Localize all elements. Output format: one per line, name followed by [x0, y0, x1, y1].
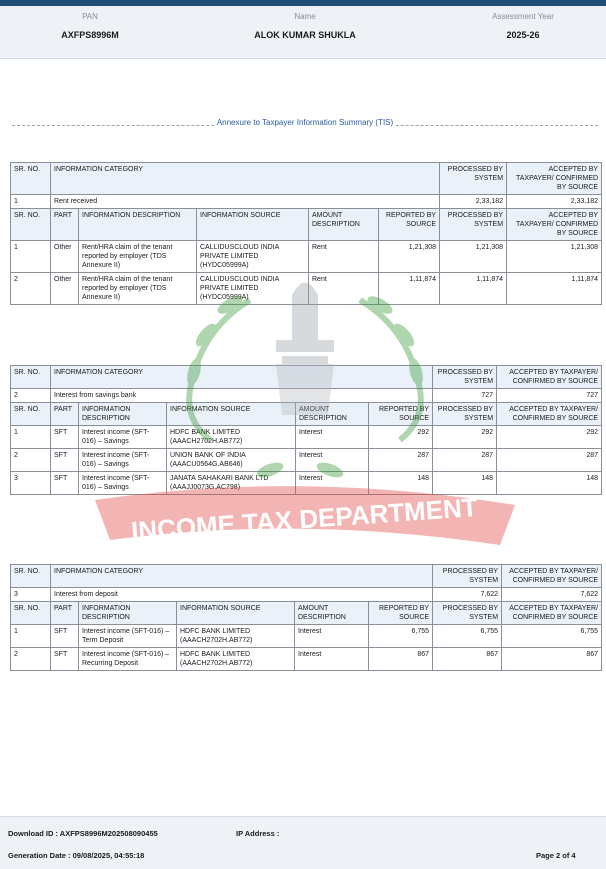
category-sr: 1 [11, 195, 51, 209]
row-sr: 2 [11, 273, 51, 305]
row-accepted: 1,11,874 [507, 273, 602, 305]
row-desc: Rent/HRA claim of the tenant reported by employer (TDS Annexure II) [79, 273, 197, 305]
row-processed: 287 [433, 449, 497, 472]
row-reported: 292 [369, 426, 433, 449]
row-amount-desc: Rent [309, 241, 379, 273]
category-sr: 3 [11, 588, 51, 602]
ay-block [478, 12, 568, 40]
row-part: Other [51, 241, 79, 273]
row-accepted: 6,755 [502, 625, 602, 648]
row-desc: Interest income (SFT-016) – Recurring Deposit [79, 648, 177, 671]
processed-head: PROCESSED BY SYSTEM [433, 366, 497, 389]
row-source: CALLIDUSCLOUD INDIA PRIVATE LIMITED (HYDC05999A) [197, 273, 309, 305]
row-amount-desc: Rent [309, 273, 379, 305]
sr-head: SR. NO. [11, 602, 51, 625]
row-part: SFT [51, 648, 79, 671]
page-header [0, 6, 606, 59]
category-head: INFORMATION CATEGORY [51, 565, 433, 588]
row-desc: Rent/HRA claim of the tenant reported by employer (TDS Annexure II) [79, 241, 197, 273]
pan-block [45, 12, 135, 40]
part-head: PART [51, 602, 79, 625]
annexure-title-wrap [12, 118, 598, 127]
detail-header-row [11, 602, 602, 625]
row-part: SFT [51, 426, 79, 449]
row-accepted: 287 [497, 449, 602, 472]
row-accepted: 1,21,308 [507, 241, 602, 273]
part-head: PART [51, 209, 79, 241]
generation-date: Generation Date : 09/08/2025, 04:55:18 [8, 851, 145, 860]
row-processed: 867 [433, 648, 502, 671]
reported-head: REPORTED BY SOURCE [369, 403, 433, 426]
row-reported: 148 [369, 472, 433, 495]
accepted-head: ACCEPTED BY TAXPAYER/ CONFIRMED BY SOURCE [497, 403, 602, 426]
pan-label: PAN [82, 12, 98, 21]
row-source: HDFC BANK LIMITED (AAACH2702H.AB772) [177, 625, 295, 648]
category-header-row [11, 366, 602, 389]
accepted-head: ACCEPTED BY TAXPAYER/ CONFIRMED BY SOURCE [507, 163, 602, 195]
table-row [11, 472, 602, 495]
processed-head: PROCESSED BY SYSTEM [440, 163, 507, 195]
row-desc: Interest income (SFT-016) – Savings [79, 449, 167, 472]
reported-head: REPORTED BY SOURCE [379, 209, 440, 241]
row-sr: 3 [11, 472, 51, 495]
name-block [240, 12, 370, 40]
row-desc: Interest income (SFT-016) – Savings [79, 426, 167, 449]
row-reported: 867 [369, 648, 433, 671]
row-sr: 1 [11, 625, 51, 648]
processed-head: PROCESSED BY SYSTEM [440, 209, 507, 241]
row-source: UNION BANK OF INDIA (AAACU0564G.AB646) [167, 449, 296, 472]
row-reported: 287 [369, 449, 433, 472]
category-header-row [11, 565, 602, 588]
row-processed: 1,11,874 [440, 273, 507, 305]
category-row [11, 389, 602, 403]
pan-value: AXFPS8996M [61, 30, 119, 40]
amount-head: AMOUNT DESCRIPTION [296, 403, 369, 426]
name-value: ALOK KUMAR SHUKLA [254, 30, 356, 40]
row-amount-desc: Interest [296, 449, 369, 472]
tis-table-deposit [10, 564, 602, 671]
processed-head: PROCESSED BY SYSTEM [433, 602, 502, 625]
category-header-row [11, 163, 602, 195]
row-processed: 1,21,308 [440, 241, 507, 273]
row-sr: 2 [11, 449, 51, 472]
desc-head: INFORMATION DESCRIPTION [79, 403, 167, 426]
category-name: Interest from savings bank [51, 389, 433, 403]
page-number: Page 2 of 4 [536, 851, 576, 860]
ip-address: IP Address : [236, 829, 280, 838]
category-accepted: 7,622 [502, 588, 602, 602]
category-accepted: 2,33,182 [507, 195, 602, 209]
sr-head: SR. NO. [11, 366, 51, 389]
accepted-head: ACCEPTED BY TAXPAYER/ CONFIRMED BY SOURCE [502, 565, 602, 588]
row-accepted: 867 [502, 648, 602, 671]
row-part: SFT [51, 625, 79, 648]
source-head: INFORMATION SOURCE [197, 209, 309, 241]
row-source: HDFC BANK LIMITED (AAACH2702H.AB772) [177, 648, 295, 671]
source-head: INFORMATION SOURCE [167, 403, 296, 426]
row-processed: 6,755 [433, 625, 502, 648]
row-amount-desc: Interest [296, 472, 369, 495]
category-processed: 7,622 [433, 588, 502, 602]
category-processed: 727 [433, 389, 497, 403]
category-processed: 2,33,182 [440, 195, 507, 209]
processed-head: PROCESSED BY SYSTEM [433, 565, 502, 588]
amount-head: AMOUNT DESCRIPTION [309, 209, 379, 241]
category-head: INFORMATION CATEGORY [51, 366, 433, 389]
download-id: Download ID : AXFPS8996M202508090455 [8, 829, 158, 838]
table-row [11, 273, 602, 305]
amount-head: AMOUNT DESCRIPTION [295, 602, 369, 625]
row-processed: 292 [433, 426, 497, 449]
sr-head: SR. NO. [11, 565, 51, 588]
row-desc: Interest income (SFT-016) – Savings [79, 472, 167, 495]
row-amount-desc: Interest [295, 625, 369, 648]
category-accepted: 727 [497, 389, 602, 403]
row-sr: 2 [11, 648, 51, 671]
row-part: SFT [51, 472, 79, 495]
accepted-head: ACCEPTED BY TAXPAYER/ CONFIRMED BY SOURCE [497, 366, 602, 389]
sr-head: SR. NO. [11, 163, 51, 195]
row-source: HDFC BANK LIMITED (AAACH2702H.AB772) [167, 426, 296, 449]
detail-header-row [11, 403, 602, 426]
tis-table-savings [10, 365, 602, 495]
row-reported: 1,21,308 [379, 241, 440, 273]
table-row [11, 625, 602, 648]
sr-head: SR. NO. [11, 209, 51, 241]
table-row [11, 648, 602, 671]
category-name: Rent received [51, 195, 440, 209]
row-reported: 6,755 [369, 625, 433, 648]
annexure-heading [12, 118, 598, 132]
desc-head: INFORMATION DESCRIPTION [79, 209, 197, 241]
name-label: Name [294, 12, 316, 21]
desc-head: INFORMATION DESCRIPTION [79, 602, 177, 625]
row-amount-desc: Interest [295, 648, 369, 671]
part-head: PART [51, 403, 79, 426]
row-source: CALLIDUSCLOUD INDIA PRIVATE LIMITED (HYDC05999A) [197, 241, 309, 273]
row-part: Other [51, 273, 79, 305]
tis-table-rent [10, 162, 602, 305]
row-processed: 148 [433, 472, 497, 495]
annexure-title: Annexure to Taxpayer Information Summary (TIS) [214, 118, 396, 127]
row-source: JANATA SAHAKARI BANK LTD (AAAJJ0073G.AC798) [167, 472, 296, 495]
accepted-head: ACCEPTED BY TAXPAYER/ CONFIRMED BY SOURCE [502, 602, 602, 625]
row-accepted: 148 [497, 472, 602, 495]
category-name: Interest from deposit [51, 588, 433, 602]
ay-value: 2025-26 [506, 30, 540, 40]
table-row [11, 241, 602, 273]
row-reported: 1,11,874 [379, 273, 440, 305]
row-desc: Interest income (SFT-016) – Term Deposit [79, 625, 177, 648]
source-head: INFORMATION SOURCE [177, 602, 295, 625]
category-row [11, 588, 602, 602]
category-row [11, 195, 602, 209]
ay-label: Assessment Year [492, 12, 554, 21]
row-sr: 1 [11, 241, 51, 273]
row-sr: 1 [11, 426, 51, 449]
reported-head: REPORTED BY SOURCE [369, 602, 433, 625]
category-head: INFORMATION CATEGORY [51, 163, 440, 195]
watermark-banner [95, 486, 515, 546]
row-accepted: 292 [497, 426, 602, 449]
category-sr: 2 [11, 389, 51, 403]
page-footer [0, 816, 606, 869]
processed-head: PROCESSED BY SYSTEM [433, 403, 497, 426]
watermark-text: INCOME TAX DEPARTMENT [130, 491, 479, 547]
detail-header-row [11, 209, 602, 241]
accepted-head: ACCEPTED BY TAXPAYER/ CONFIRMED BY SOURCE [507, 209, 602, 241]
table-row [11, 426, 602, 449]
table-row [11, 449, 602, 472]
row-amount-desc: Interest [296, 426, 369, 449]
sr-head: SR. NO. [11, 403, 51, 426]
row-part: SFT [51, 449, 79, 472]
